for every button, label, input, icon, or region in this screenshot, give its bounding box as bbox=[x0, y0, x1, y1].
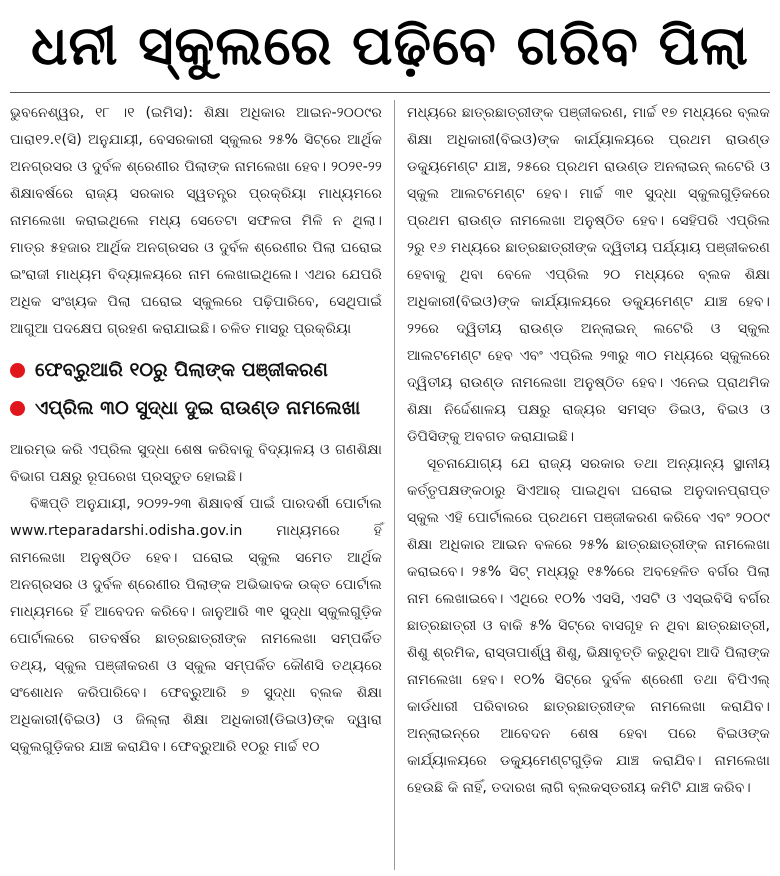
article-body bbox=[10, 100, 770, 870]
headline: ଧନୀ ସ୍କୁଲରେ ପଢ଼ିବେ ଗରିବ ପିଲା bbox=[30, 14, 750, 77]
left-paragraph-1: ଭୁବନେଶ୍ୱର, ୧୮ ।୧ (ଇମିସ): ଶିକ୍ଷା ଅଧିକାର ଆଇନ-୨୦୦୯ର ପାରା୧୨.୧(ସି) ଅନୁଯାୟୀ, ବେସରକାରୀ ସ୍କୁଲର ୨୫% ସିଟ୍‌ରେ ଆର୍ଥିକ ଅନଗ୍ରସର ଓ ଦୁର୍ବଳ ଶ୍ରେଣୀର ପିଲାଙ୍କ ନାମଲେଖା ହେବ। ୨୦୨୧-୨୨ ଶିକ୍ଷାବର୍ଷରେ ରାଜ୍ୟ ସରକାର ସ୍ୱତନ୍ତ୍ର ପ୍ରକ୍ରିୟା ମାଧ୍ୟମରେ ନାମଲେଖା କରାଇଥିଲେ ମଧ୍ୟ ସେତେଟା ସଫଳତା ମିଳି ନ ଥିଲା। ମାତ୍ର ୫ହଜାର ଆର୍ଥିକ ଅନଗ୍ରସର ଓ ଦୁର୍ବଳ ଶ୍ରେଣୀର ପିଲା ଘରୋଇ ଇଂରାଜୀ ମାଧ୍ୟମ ବିଦ୍ୟାଳୟରେ ନାମ ଲେଖାଇଥିଲେ। ଏଥର ଯେପରି ଅଧିକ ସଂଖ୍ୟକ ପିଲା ଘରୋଇ ସ୍କୁଲରେ ପଢ଼ିପାରିବେ, ସେଥିପାଇଁ ଆଗୁଆ ପଦକ୍ଷେପ ଗ୍ରହଣ କରାଯାଇଛି। ଚଳିତ ମାସରୁ ପ୍ରକ୍ରିୟା bbox=[10, 105, 382, 337]
bullet-registration bbox=[10, 351, 382, 389]
left-column bbox=[10, 100, 394, 870]
headline-rule bbox=[10, 92, 770, 93]
right-paragraph-2: ସୂଚନାଯୋଗ୍ୟ ଯେ ରାଜ୍ୟ ସରକାର ତଥା ଅନ୍ୟାନ୍ୟ ସ୍ଥାନୀୟ କର୍ତ୍ତୃପକ୍ଷଙ୍କଠାରୁ ସିଏଆର୍ ପାଇଥିବା ଘରୋଇ ଅନୁଦାନପ୍ରାପ୍ତ ସ୍କୁଲ ଏହି ପୋର୍ଟାଲରେ ପ୍ରଥମେ ପଞ୍ଜୀକରଣ କରିବେ ଏବଂ ୨୦୦୯ ଶିକ୍ଷା ଅଧିକାର ଆଇନ ବଳରେ ୨୫% ଛାତ୍ରଛାତ୍ରୀଙ୍କ ନାମଲେଖା କରାଇବେ। ୨୫% ସିଟ୍ ମଧ୍ୟରୁ ୧୫%ରେ ଅବହେଳିତ ବର୍ଗର ପିଲା ନାମ ଲେଖାଇବେ। ଏଥିରେ ୧୦% ଏସସି, ଏସଟି ଓ ଏସ୍‌ଇବିସି ବର୍ଗର ଛାତ୍ରଛାତ୍ରୀ ଓ ବାକି ୫% ସିଟ୍‌ରେ ବାସଗୃହ ନ ଥିବା ଛାତ୍ରଛାତ୍ରୀ, ଶିଶୁ ଶ୍ରମିକ, ରାସ୍ତାପାର୍ଶ୍ୱ ଶିଶୁ, ଭିକ୍ଷାବୃତ୍ତି କରୁଥିବା ଆଦି ପିଲାଙ୍କ ନାମଲେଖା ହେବ। ୧୦% ସିଟ୍‌ରେ ଦୁର୍ବଳ ଶ୍ରେଣୀ ତଥା ବିପିଏଲ୍ କାର୍ଡଧାରୀ ପରିବାରର ଛାତ୍ରଛାତ୍ରୀଙ୍କ ନାମଲେଖା କରାଯିବ। ଅନ୍‌ଲାଇନ୍‌ରେ ଆବେଦନ ଶେଷ ହେବା ପରେ ବିଇଓଙ୍କ କାର୍ଯ୍ୟାଳୟରେ ଡକ୍ୟୁମେଣ୍ଟଗୁଡ଼ିକ ଯାଞ୍ଚ କରାଯିବ। ନାମଲେଖା ହେଉଛି କି ନାହିଁ, ତଦାରଖ ଲାଗି ବ୍ଲକସ୍ତରୀୟ କମିଟି ଯାଞ୍ଚ କରିବ। bbox=[407, 456, 770, 796]
left-paragraph-2: ଆରମ୍ଭ କରି ଏପ୍ରିଲ ସୁଦ୍ଧା ଶେଷ କରିବାକୁ ବିଦ୍ୟାଳୟ ଓ ଗଣଶିକ୍ଷା ବିଭାଗ ପକ୍ଷରୁ ରୂପରେଖ ପ୍ରସ୍ତୁତ ହୋଇଛି। bbox=[10, 442, 382, 485]
bullet-registration-text: ଫେବ୍ରୁଆରି ୧୦ରୁ ପିଲାଙ୍କ ପଞ୍ଜୀକରଣ bbox=[35, 359, 328, 381]
left-paragraph-3: ବିଜ୍ଞପ୍ତି ଅନୁଯାୟୀ, ୨୦୨୨-୨୩ ଶିକ୍ଷାବର୍ଷ ପାଇଁ ପାରଦର୍ଶୀ ପୋର୍ଟାଲ www.rteparadarshi.odisha.gov.in ମାଧ୍ୟମରେ ହିଁ ନାମଲେଖା ଅନୁଷ୍ଠିତ ହେବ। ଘରୋଇ ସ୍କୁଲ ସମେତ ଆର୍ଥିକ ଅନଗ୍ରସର ଓ ଦୁର୍ବଳ ଶ୍ରେଣୀର ପିଲାଙ୍କ ଅଭିଭାବକ ଉକ୍ତ ପୋର୍ଟାଲ ମାଧ୍ୟମରେ ହିଁ ଆବେଦନ କରିବେ। ଜାନୁଆରି ୩୧ ସୁଦ୍ଧା ସ୍କୁଲଗୁଡ଼ିକ ପୋର୍ଟାଲରେ ଗତବର୍ଷର ଛାତ୍ରଛାତ୍ରୀଙ୍କ ନାମଲେଖା ସମ୍ପର୍କିତ ତଥ୍ୟ, ସ୍କୁଲ ପଞ୍ଜୀକରଣ ଓ ସ୍କୁଲ ସମ୍ପର୍କିତ କୌଣସି ତଥ୍ୟରେ ସଂଶୋଧନ କରିପାରିବେ। ଫେବ୍ରୁଆରି ୭ ସୁଦ୍ଧା ବ୍ଲକ ଶିକ୍ଷା ଅଧିକାରୀ(ବିଇଓ) ଓ ଜିଲ୍ଲା ଶିକ୍ଷା ଅଧିକାରୀ(ଡିଇଓ)ଙ୍କ ଦ୍ୱାରା ସ୍କୁଲଗୁଡ଼ିକର ଯାଞ୍ଚ କରାଯିବ। ଫେବ୍ରୁଆରି ୧୦ରୁ ମାର୍ଚ୍ଚ ୧୦ bbox=[10, 496, 382, 755]
bullet-admission-text: ଏପ୍ରିଲ ୩୦ ସୁଦ୍ଧା ଦୁଇ ରାଉଣ୍ଡ ନାମଲେଖା bbox=[35, 397, 361, 419]
bullet-admission bbox=[10, 389, 382, 427]
highlight-bullets bbox=[10, 351, 382, 427]
red-dot-icon bbox=[10, 401, 25, 416]
right-paragraph-1: ମଧ୍ୟରେ ଛାତ୍ରଛାତ୍ରୀଙ୍କ ପଞ୍ଜୀକରଣ, ମାର୍ଚ୍ଚ ୧୭ ମଧ୍ୟରେ ବ୍ଲକ ଶିକ୍ଷା ଅଧିକାରୀ(ବିଇଓ)ଙ୍କ କାର୍ଯ୍ୟାଳୟରେ ପ୍ରଥମ ରାଉଣ୍ଡ ଡକ୍ୟୁମେଣ୍ଟ ଯାଞ୍ଚ, ୨୫ରେ ପ୍ରଥମ ରାଉଣ୍ଡ ଅନଲାଇନ୍ ଲଟେରି ଓ ସ୍କୁଲ ଆଲଟମେଣ୍ଟ ହେବ। ମାର୍ଚ୍ଚ ୩୧ ସୁଦ୍ଧା ସ୍କୁଲଗୁଡ଼ିକରେ ପ୍ରଥମ ରାଉଣ୍ଡ ନାମଲେଖା ଅନୁଷ୍ଠିତ ହେବ। ସେହିପରି ଏପ୍ରିଲ ୨ରୁ ୧୬ ମଧ୍ୟରେ ଛାତ୍ରଛାତ୍ରୀଙ୍କ ଦ୍ୱିତୀୟ ପର୍ଯ୍ୟାୟ ପଞ୍ଜୀକରଣ ହେବାକୁ ଥିବା ବେଳେ ଏପ୍ରିଲ ୨୦ ମଧ୍ୟରେ ବ୍ଲକ ଶିକ୍ଷା ଅଧିକାରୀ(ବିଇଓ)ଙ୍କ କାର୍ଯ୍ୟାଳୟରେ ଡକ୍ୟୁମେଣ୍ଟ ଯାଞ୍ଚ ହେବ। ୨୨ରେ ଦ୍ୱିତୀୟ ରାଉଣ୍ଡ ଅନ୍‌ଲାଇନ୍ ଲଟେରି ଓ ସ୍କୁଲ ଆଲଟମେଣ୍ଟ ହେବ ଏବଂ ଏପ୍ରିଲ ୨୩ରୁ ୩୦ ମଧ୍ୟରେ ସ୍କୁଲରେ ଦ୍ୱିତୀୟ ରାଉଣ୍ଡ ନାମଲେଖା ଅନୁଷ୍ଠିତ ହେବ। ଏନେଇ ପ୍ରାଥମିକ ଶିକ୍ଷା ନିର୍ଦ୍ଦେଶାଳୟ ପକ୍ଷରୁ ରାଜ୍ୟର ସମସ୍ତ ଡିଇଓ, ବିଇଓ ଓ ଡିପିସିଙ୍କୁ ଅବଗତ କରାଯାଇଛି। bbox=[407, 105, 770, 445]
red-dot-icon bbox=[10, 363, 25, 378]
right-column bbox=[394, 100, 770, 870]
